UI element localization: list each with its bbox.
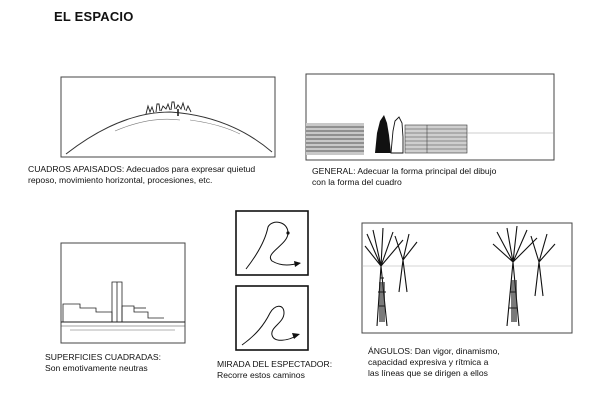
caption-general bbox=[312, 166, 496, 188]
caption-line: con la forma del cuadro bbox=[312, 177, 402, 187]
caption-line: las líneas que se dirigen a ellos bbox=[368, 368, 488, 378]
caption-line: CUADROS APAISADOS: Adecuados para expresar quietud bbox=[28, 164, 256, 174]
caption-line: Son emotivamente neutras bbox=[45, 363, 148, 373]
caption-line: Recorre estos caminos bbox=[217, 370, 305, 380]
caption-line: MIRADA DEL ESPECTADOR: bbox=[217, 359, 333, 369]
sketch-cuadros-apaisados bbox=[60, 76, 276, 158]
caption-line: GENERAL: Adecuar la forma principal del dibujo bbox=[312, 166, 497, 176]
page-title: EL ESPACIO bbox=[54, 9, 134, 24]
caption-angulos bbox=[368, 346, 500, 379]
sketch-superficies-cuadradas bbox=[60, 242, 186, 344]
caption-line: SUPERFICIES CUADRADAS: bbox=[45, 352, 162, 362]
caption-cuadros-apaisados bbox=[28, 164, 255, 186]
caption-line: reposo, movimiento horizontal, procesiones, etc. bbox=[28, 175, 213, 185]
sketch-general bbox=[305, 73, 555, 161]
caption-line: ÁNGULOS: Dan vigor, dinamismo, bbox=[368, 346, 500, 356]
caption-superficies-cuadradas bbox=[45, 352, 161, 374]
sketch-mirada-del-espectador bbox=[234, 209, 310, 353]
caption-mirada-del-espectador bbox=[217, 359, 332, 381]
caption-line: capacidad expresiva y rítmica a bbox=[368, 357, 489, 367]
sketch-angulos bbox=[361, 222, 573, 334]
